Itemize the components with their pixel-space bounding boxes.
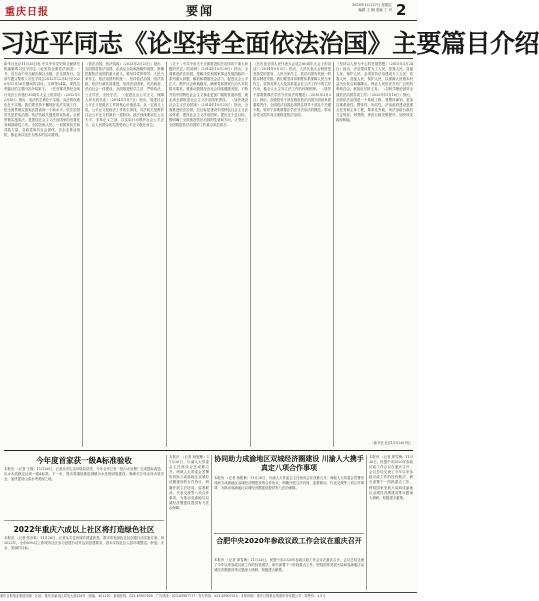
brief-divider bbox=[214, 533, 364, 534]
section-rule bbox=[4, 450, 413, 451]
newspaper-brand: 重庆日报 bbox=[5, 7, 49, 18]
column-divider bbox=[82, 62, 83, 447]
editor-text: 编辑 王 刚 美编 丁 可 bbox=[358, 8, 392, 12]
dateline bbox=[300, 3, 392, 13]
column-divider bbox=[250, 62, 251, 447]
brief-side-text: 本报讯 （记者 廖雪梅）11月26日，民盟中央2020年参政议政工作会议在重庆召开。会议总结交流了今年以来参政议政工作的经验做法，研究部署下一阶段重点工作，围绕国家发展大局和成渝地区双城经济圈建设等议题深入调研，积极建言献策。 bbox=[369, 455, 413, 500]
brief-3-body: 本报讯 （记者 杨铌紫）11月26日，川渝人大常委会主任座谈会在成都召开。两地人大常委会签署协同助力成渝地区双城经济圈建设的合作协议，明确开展立法协同、监督联动、代表交流等八项合作事项，为推动成渝地区双城经济圈建设提供有力法治保障。 bbox=[214, 476, 364, 491]
headline-rule bbox=[4, 58, 413, 59]
page-footer: 重庆日报报业集团出版 · 社址：重庆市渝北区同茂大道416号 · 邮编：401120 · 新闻热线：023-63907000 · 广告热线：023-63907777 · 发行热线：023-63907015 · 本报印刷：重庆日报报业集团印务有限公司 · 零售价：1.5元 bbox=[0, 592, 417, 601]
article-column-1: 新华社北京11月26日电 中共中央党史和文献研究院编辑的习近平同志《论坚持全面依法治国》一书，近日由中央文献出版社出版，在全国发行。这部专题文集收入习近平同志2012年12月4日至2020年11月16日期间的讲话、文章等54篇。现将这些篇目的主要内容介绍如下。 《在首都各界纪念现行宪法公布施行30周年大会上的讲话》（2012年12月4日）指出，宪法的生命在于实施，宪法的权威也在于实施。我们要坚持不懈抓好宪法实施工作，把全面贯彻实施宪法提高到一个新水平。依法治国首先是依宪治国，依法执政关键是依宪执政。全面贯彻实施宪法，是建设社会主义法治国家的首要任务和基础性工作。全国各族人民、一切国家机关和武装力量、各政党和各社会团体、各企业事业组织，都必须以宪法为根本的活动准则。 bbox=[4, 62, 80, 138]
brief-3-headline: 协同助力成渝地区双城经济圈建设 川渝人大携手真定八项合作事项 bbox=[214, 455, 364, 472]
brief-2-body: 本报讯 （记者 张亦筑）11月26日，记者从市住房城乡建委获悉，我市印发绿色社区创建行动实施方案。到2022年，全市60%以上的城市社区参与创建行动并达到创建要求，基本实现社区人居环境整洁、舒适、安全、美丽的目标。 bbox=[4, 536, 164, 551]
column-divider bbox=[211, 455, 212, 590]
article-credit: （新华社北京11月26日电） bbox=[370, 441, 413, 445]
brief-4-body: 本报讯 （记者 廖雪梅）11月26日，民盟中央2020年参政议政工作会议在重庆召开。会议总结交流了今年以来参政议政工作的经验做法，研究部署下一阶段重点工作，围绕国家发展大局和成渝地区双城经济圈建设等议题深入调研，积极建言献策。 bbox=[214, 558, 364, 573]
brief-1-headline: 今年度首家获一级A标准验收 bbox=[36, 456, 132, 465]
brief-1-body: 本报讯 （记者 王翔）11月26日，记者从市生态环境局获悉，今年全市已有一批污水处理厂完成提标改造，出水水质稳定达到一级A标准。下一步，我市将继续推进城镇污水处理设施建设，确保长江母亲河水质安全，加快建设山清水秀美丽之地。 bbox=[4, 467, 164, 482]
section-title: 要闻 bbox=[186, 4, 215, 18]
column-divider bbox=[366, 455, 367, 590]
column-divider bbox=[333, 62, 334, 447]
brief-divider bbox=[4, 520, 164, 521]
column-divider bbox=[166, 455, 167, 590]
article-column-2: 《依法治国，依法执政》（2013年2月23日）指出，全面推进依法治国，必须从全局和战略的高度，准确把握依法治国的重大意义。要坚持党的领导、人民当家作主、依法治国有机统一，坚持依法治国、依法执政、依法行政共同推进，坚持法治国家、法治政府、法治社会一体建设，全面推进科学立法、严格执法、公正司法、全民守法。 《促进社会公平正义，保障人民安居乐业》（2014年1月7日）指出，促进社会公平正义是政法工作的核心价值追求。从一定意义上说，公平正义是政法工作的生命线，司法机关是维护社会公平正义的最后一道防线。政法战线要肩扛公正天平、手持正义之剑，以实际行动维护社会公平正义，让人民群众切实感受到公平正义就在身边。 bbox=[85, 62, 164, 128]
article-column-4: 《在庆祝全国人民代表大会成立60周年大会上的讲话》（2014年9月5日）指出，人民代表大会制度是坚持党的领导、人民当家作主、依法治国有机统一的根本制度安排。我们要坚持用制度体系保障人民当家作主，坚持发挥人大及其常委会在立法工作中的主导作用，健全人大主导立法工作的体制机制。 《领导干部要做尊法学法守法用法的模范》（2015年2月2日）指出，各级领导干部在推进依法治国方面肩负着重要责任，全面依法治国必须抓住领导干部这个关键少数。领导干部要做尊法学法守法用法的模范，带动全党全国共同全面推进依法治国。 bbox=[253, 62, 331, 117]
article-column-5: 《坚持以人民为中心的发展思想》（2015年3月24日）指出，法治建设要为了人民、依靠人民、造福人民、保护人民。必须坚持法治建设为了人民、依靠人民、造福人民、保护人民，以保障人民根本权益为出发点和落脚点，保证人民依法享有广泛的权利和自由，承担应尽的义务。 《以科学理论指导全面依法治国各项工作》（2020年11月16日）指出，全面依法治国是一个系统工程，要整体谋划，更加注重系统性、整体性、协同性。法治政府建设是重点任务和主体工程，要率先突破，用法治给行政权力定规矩、划界限，规范行政决策程序，加快转变政府职能。 bbox=[336, 62, 413, 123]
brief-2-headline: 2022年重庆六成以上社区将打造绿色社区 bbox=[13, 525, 155, 534]
article-column-3: 《关于〈中共中央关于全面推进依法治国若干重大问题的决定〉的说明》（2014年10月20日）指出，全面推进依法治国，是解决党和国家事业发展面临的一系列重大问题，解放和增强社会活力、促进社会公平正义、维护社会和谐稳定、确保党和国家长治久安的根本要求。要推动我国经济社会持续健康发展，不断开拓中国特色社会主义事业更加广阔的发展前景，就必须全面推进社会主义法治国家建设。 《加快建设社会主义法治国家》（2014年10月23日）指出，全面推进依法治国，总目标是建设中国特色社会主义法治体系，建设社会主义法治国家。提出这个总目标，既明确了全面推进依法治国的性质和方向，又突出了全面推进依法治国的工作重点和总抓手。 bbox=[169, 62, 248, 128]
brief-continued-text: 本报讯 （记者 杨铌紫）11月26日，川渝人大常委会主任座谈会在成都召开。两地人大常委会签署协同助力成渝地区双城经济圈建设的合作协议，明确开展立法协同、监督联动、代表交流等八项合作事项，为推动成渝地区双城经济圈建设提供有力法治保障。 bbox=[169, 455, 209, 510]
main-headline: 习近平同志《论坚持全面依法治国》主要篇目介绍 bbox=[0, 29, 539, 58]
masthead bbox=[0, 0, 417, 21]
column-divider bbox=[166, 62, 167, 447]
page-number: 2 bbox=[396, 1, 407, 19]
date-text: 2020年11月27日 星期五 bbox=[352, 3, 392, 7]
brief-4-headline: 合肥中央2020年参政议政工作会议在重庆召开 bbox=[216, 537, 362, 545]
